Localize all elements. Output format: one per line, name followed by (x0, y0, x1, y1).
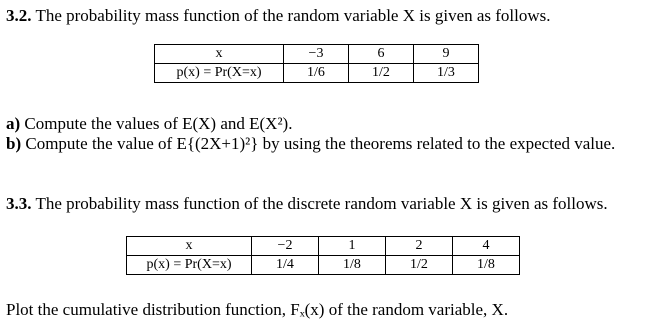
table-cell: 9 (414, 45, 479, 64)
table-cell: p(x) = Pr(X=x) (155, 64, 284, 83)
table-cell: p(x) = Pr(X=x) (127, 256, 252, 275)
table-cell: 1/8 (453, 256, 520, 275)
q33-heading (6, 194, 608, 214)
part-a-label: a) (6, 114, 21, 133)
table-cell: 1/3 (414, 64, 479, 83)
q33-number: 3.3. (6, 194, 32, 213)
q33-text: The probability mass function of the discrete random variable X is given as follows. (31, 194, 608, 213)
part-b-text: Compute the value of E{(2X+1)²} by using the theorems related to the expected value. (21, 134, 616, 153)
table-cell: 1/2 (386, 256, 453, 275)
table-cell: 6 (349, 45, 414, 64)
table-row (155, 64, 479, 83)
table-row (155, 45, 479, 64)
q32-pmf-table (154, 44, 479, 83)
table-cell: 1 (319, 237, 386, 256)
table-cell: x (127, 237, 252, 256)
q32-text: The probability mass function of the random variable X is given as follows. (31, 6, 551, 25)
table-cell: 1/4 (252, 256, 319, 275)
table-cell: 1/2 (349, 64, 414, 83)
table-cell: x (155, 45, 284, 64)
table-cell: 1/8 (319, 256, 386, 275)
part-a-text: Compute the values of E(X) and E(X²). (20, 114, 293, 133)
table-cell: −3 (284, 45, 349, 64)
q33-plot-instruction: Plot the cumulative distribution function, Fₓ(x) of the random variable, X. (6, 300, 509, 319)
q32-heading (6, 6, 551, 26)
q32-number: 3.2. (6, 6, 32, 25)
table-cell: 4 (453, 237, 520, 256)
q33-pmf-table (126, 236, 520, 275)
table-cell: −2 (252, 237, 319, 256)
q32-part-a (6, 114, 292, 134)
part-b-label: b) (6, 134, 22, 153)
table-row (127, 237, 520, 256)
table-row (127, 256, 520, 275)
table-cell: 1/6 (284, 64, 349, 83)
table-cell: 2 (386, 237, 453, 256)
q32-part-b (6, 134, 615, 154)
